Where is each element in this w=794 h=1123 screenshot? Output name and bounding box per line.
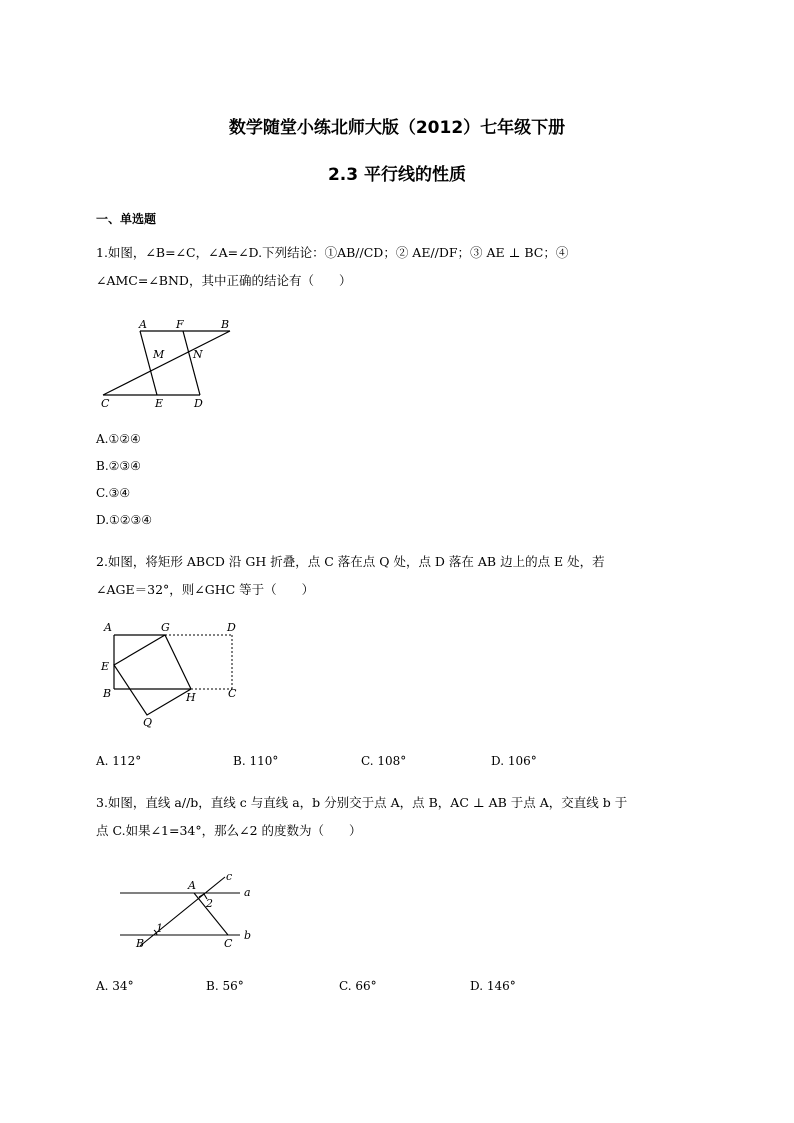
fig2-label-c: C <box>228 687 237 700</box>
question-3-text-line1: 3.如图，直线 a//b，直线 c 与直线 a，b 分别交于点 A，点 B，AC ⊥ AB 于点 A，交直线 b 于 <box>96 795 628 810</box>
fig1-label-f: F <box>176 318 184 331</box>
question-2-option-b[interactable]: B. 110° <box>233 754 279 768</box>
question-2-option-d[interactable]: D. 106° <box>491 754 537 768</box>
question-3-option-c[interactable]: C. 66° <box>339 979 377 993</box>
question-1-text-line2: ∠AMC=∠BND，其中正确的结论有（ ） <box>96 273 352 288</box>
fig1-label-d: D <box>194 397 203 410</box>
fig2-label-b: B <box>103 687 112 700</box>
question-3-option-a[interactable]: A. 34° <box>96 979 134 993</box>
fig2-label-d: D <box>227 621 236 634</box>
document-title: 数学随堂小练北师大版（2012）七年级下册 <box>228 118 566 138</box>
fig1-label-e: E <box>155 397 164 410</box>
question-1-figure <box>95 312 245 412</box>
fig3-label-a: A <box>188 879 196 892</box>
fig3-label-angle-2: 2 <box>206 897 213 910</box>
question-2-figure <box>95 615 255 735</box>
fig2-label-q: Q <box>143 716 153 729</box>
fig1-label-b: B <box>221 318 230 331</box>
fig2-label-a: A <box>104 621 112 634</box>
question-1-option-b[interactable]: B.②③④ <box>96 459 141 473</box>
document-subtitle: 2.3 平行线的性质 <box>327 165 467 185</box>
fig3-label-b-line: b <box>244 929 252 942</box>
fig2-label-g: G <box>161 621 170 634</box>
fig3-label-angle-1: 1 <box>156 922 163 935</box>
fig1-label-n: N <box>193 348 203 361</box>
question-2-text-line2: ∠AGE＝32°，则∠GHC 等于（ ） <box>96 582 315 597</box>
fig1-label-c: C <box>101 397 110 410</box>
fig1-label-a: A <box>139 318 147 331</box>
fig3-label-c-line: c <box>226 870 233 883</box>
question-3-text-line2: 点 C.如果∠1=34°，那么∠2 的度数为（ ） <box>96 823 362 838</box>
question-3-figure <box>110 868 270 954</box>
question-2-text-line1: 2.如图，将矩形 ABCD 沿 GH 折叠，点 C 落在点 Q 处，点 D 落在 AB 边上的点 E 处，若 <box>96 554 605 569</box>
question-3-option-d[interactable]: D. 146° <box>470 979 516 993</box>
question-1-option-a[interactable]: A.①②④ <box>96 432 141 446</box>
question-2-option-c[interactable]: C. 108° <box>361 754 407 768</box>
fig2-label-h: H <box>186 691 196 704</box>
question-2-option-a[interactable]: A. 112° <box>96 754 142 768</box>
question-1-option-d[interactable]: D.①②③④ <box>96 513 153 527</box>
section-heading: 一、单选题 <box>96 212 157 226</box>
question-1-option-c[interactable]: C.③④ <box>96 486 131 500</box>
fig3-label-c: C <box>224 937 233 950</box>
question-1-text-line1: 1.如图，∠B=∠C，∠A=∠D.下列结论：①AB//CD；② AE//DF；③ AE ⊥ BC；④ <box>96 245 569 260</box>
fig1-label-m: M <box>153 348 165 361</box>
question-3-option-b[interactable]: B. 56° <box>206 979 244 993</box>
fig3-label-b: B <box>136 937 145 950</box>
fig3-label-a-line: a <box>244 886 251 899</box>
fig2-label-e: E <box>101 660 110 673</box>
